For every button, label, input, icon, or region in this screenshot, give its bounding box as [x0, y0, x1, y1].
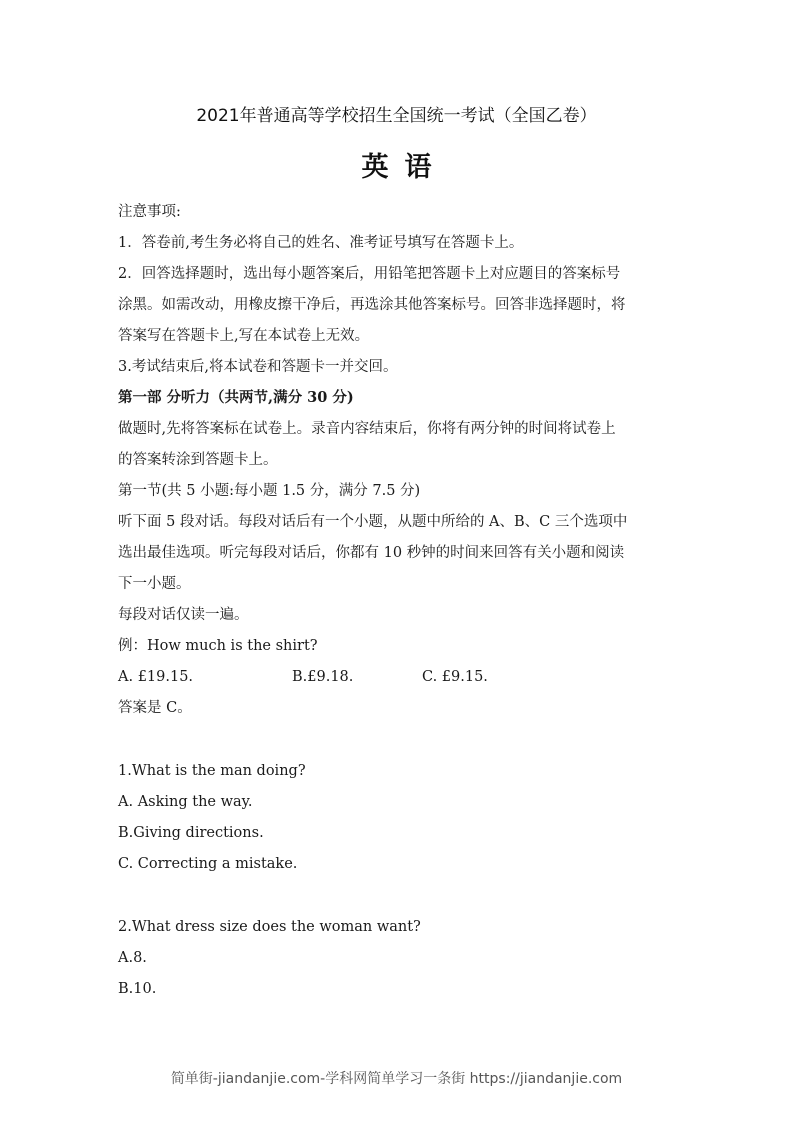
note-line: 答案写在答题卡上,写在本试卷上无效。	[118, 328, 370, 344]
question-2-option-a: A.8.	[118, 950, 147, 966]
example-option-a: A. £19.15.	[118, 669, 194, 685]
part1-instruction: 做题时,先将答案标在试卷上。录音内容结束后，你将有两分钟的时间将试卷上	[118, 421, 616, 437]
example-options	[118, 665, 678, 696]
section1-heading: 第一节(共 5 小题:每小题 1.5 分，满分 7.5 分)	[118, 483, 421, 499]
example-option-b: B.£9.18.	[292, 669, 354, 685]
notes-heading: 注意事项:	[118, 204, 181, 220]
exam-title: 2021年普通高等学校招生全国统一考试（全国乙卷）	[196, 106, 597, 126]
subject-title: 英语	[361, 152, 448, 183]
spacer	[118, 727, 678, 759]
example-question: 例：How much is the shirt?	[118, 638, 318, 654]
question-2: 2.What dress size does the woman want?	[118, 919, 421, 935]
exam-body	[118, 200, 678, 1008]
footer-watermark: 简单街-jiandanjie.com-学科网简单学习一条街 https://jiandanjie.com	[170, 1071, 623, 1087]
note-line: 1．答卷前,考生务必将自己的姓名、准考证号填写在答题卡上。	[118, 235, 524, 251]
question-1-option-a: A. Asking the way.	[118, 794, 253, 810]
section1-instruction: 选出最佳选项。听完每段对话后，你都有 10 秒钟的时间来回答有关小题和阅读	[118, 545, 625, 561]
question-1-option-b: B.Giving directions.	[118, 825, 264, 841]
question-1: 1.What is the man doing?	[118, 763, 306, 779]
note-line: 2．回答选择题时，选出每小题答案后，用铅笔把答题卡上对应题目的答案标号	[118, 266, 621, 282]
question-1-option-c: C. Correcting a mistake.	[118, 856, 298, 872]
part1-heading: 第一部 分听力（共两节,满分 30 分)	[118, 389, 354, 406]
example-answer: 答案是 C。	[118, 700, 192, 716]
note-line: 涂黑。如需改动，用橡皮擦干净后，再选涂其他答案标号。回答非选择题时，将	[118, 297, 626, 313]
section1-instruction: 听下面 5 段对话。每段对话后有一个小题，从题中所给的 A、B、C 三个选项中	[118, 514, 628, 530]
part1-instruction: 的答案转涂到答题卡上。	[118, 452, 278, 468]
note-line: 3.考试结束后,将本试卷和答题卡一并交回。	[118, 359, 398, 375]
spacer	[118, 883, 678, 915]
question-2-option-b: B.10.	[118, 981, 157, 997]
example-option-c: C. £9.15.	[422, 669, 488, 685]
section1-instruction: 下一小题。	[118, 576, 191, 592]
section1-instruction: 每段对话仅读一遍。	[118, 607, 249, 623]
